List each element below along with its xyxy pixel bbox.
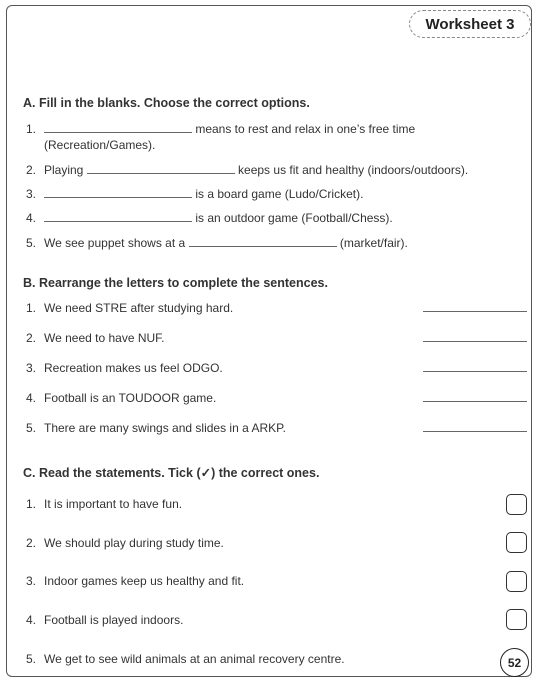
section-c-heading: C. Read the statements. Tick (✓) the correct ones. xyxy=(23,466,320,480)
item-number: 2. xyxy=(26,331,37,345)
section-b-item-2 xyxy=(26,331,165,345)
section-a-item-1-options: (Recreation/Games). xyxy=(44,138,156,152)
section-c-item-2 xyxy=(26,536,224,550)
tick-checkbox[interactable] xyxy=(506,532,527,553)
answer-line[interactable] xyxy=(423,341,527,342)
item-number: 1. xyxy=(26,301,37,315)
answer-line[interactable] xyxy=(423,431,527,432)
section-a-item-2 xyxy=(26,163,468,177)
item-number: 4. xyxy=(26,211,37,225)
item-text: We get to see wild animals at an animal recovery centre. xyxy=(44,652,345,666)
item-text: We need to have NUF. xyxy=(44,331,165,345)
item-text: Recreation makes us feel ODGO. xyxy=(44,361,223,375)
section-b-item-1 xyxy=(26,301,233,315)
answer-line[interactable] xyxy=(423,311,527,312)
section-c-item-4 xyxy=(26,613,183,627)
item-number: 3. xyxy=(26,361,37,375)
section-a-item-5 xyxy=(26,236,408,250)
page-number: 52 xyxy=(500,648,529,677)
answer-line[interactable] xyxy=(423,401,527,402)
section-c-item-3 xyxy=(26,574,244,588)
item-number: 2. xyxy=(26,163,37,177)
section-b-heading: B. Rearrange the letters to complete the sentences. xyxy=(23,276,328,290)
tick-checkbox[interactable] xyxy=(506,571,527,592)
item-number: 1. xyxy=(26,122,37,136)
item-text: Football is played indoors. xyxy=(44,613,184,627)
item-text: (market/fair). xyxy=(336,236,408,250)
item-number: 1. xyxy=(26,497,37,511)
item-number: 4. xyxy=(26,613,37,627)
section-a-heading: A. Fill in the blanks. Choose the correct options. xyxy=(23,96,310,110)
item-number: 4. xyxy=(26,391,37,405)
fill-blank[interactable] xyxy=(189,236,337,247)
item-text: There are many swings and slides in a ARKP. xyxy=(44,421,286,435)
section-c-item-5 xyxy=(26,652,345,666)
item-text-pre: Playing xyxy=(44,163,87,177)
worksheet-title: Worksheet 3 xyxy=(409,10,531,38)
answer-line[interactable] xyxy=(423,371,527,372)
section-a-item-1 xyxy=(26,122,415,136)
section-b-item-5 xyxy=(26,421,286,435)
fill-blank[interactable] xyxy=(44,211,192,222)
section-a-item-4 xyxy=(26,211,393,225)
item-number: 5. xyxy=(26,236,37,250)
fill-blank[interactable] xyxy=(44,187,192,198)
item-text: keeps us fit and healthy (indoors/outdoors). xyxy=(234,163,469,177)
item-number: 5. xyxy=(26,421,37,435)
item-text-pre: We see puppet shows at a xyxy=(44,236,189,250)
item-number: 3. xyxy=(26,574,37,588)
item-number: 3. xyxy=(26,187,37,201)
item-number: 2. xyxy=(26,536,37,550)
item-text: Indoor games keep us healthy and fit. xyxy=(44,574,245,588)
item-text: Football is an TOUDOOR game. xyxy=(44,391,217,405)
item-text: We should play during study time. xyxy=(44,536,224,550)
tick-checkbox[interactable] xyxy=(506,609,527,630)
section-b-item-3 xyxy=(26,361,223,375)
section-a-item-3 xyxy=(26,187,363,201)
tick-checkbox[interactable] xyxy=(506,494,527,515)
item-text: We need STRE after studying hard. xyxy=(44,301,234,315)
fill-blank[interactable] xyxy=(44,122,192,133)
item-number: 5. xyxy=(26,652,37,666)
item-text: means to rest and relax in one’s free time xyxy=(192,122,416,136)
section-c-item-1 xyxy=(26,497,182,511)
item-text: is a board game (Ludo/Cricket). xyxy=(192,187,364,201)
fill-blank[interactable] xyxy=(87,163,235,174)
section-b-item-4 xyxy=(26,391,216,405)
item-text: It is important to have fun. xyxy=(44,497,183,511)
item-text: is an outdoor game (Football/Chess). xyxy=(192,211,393,225)
